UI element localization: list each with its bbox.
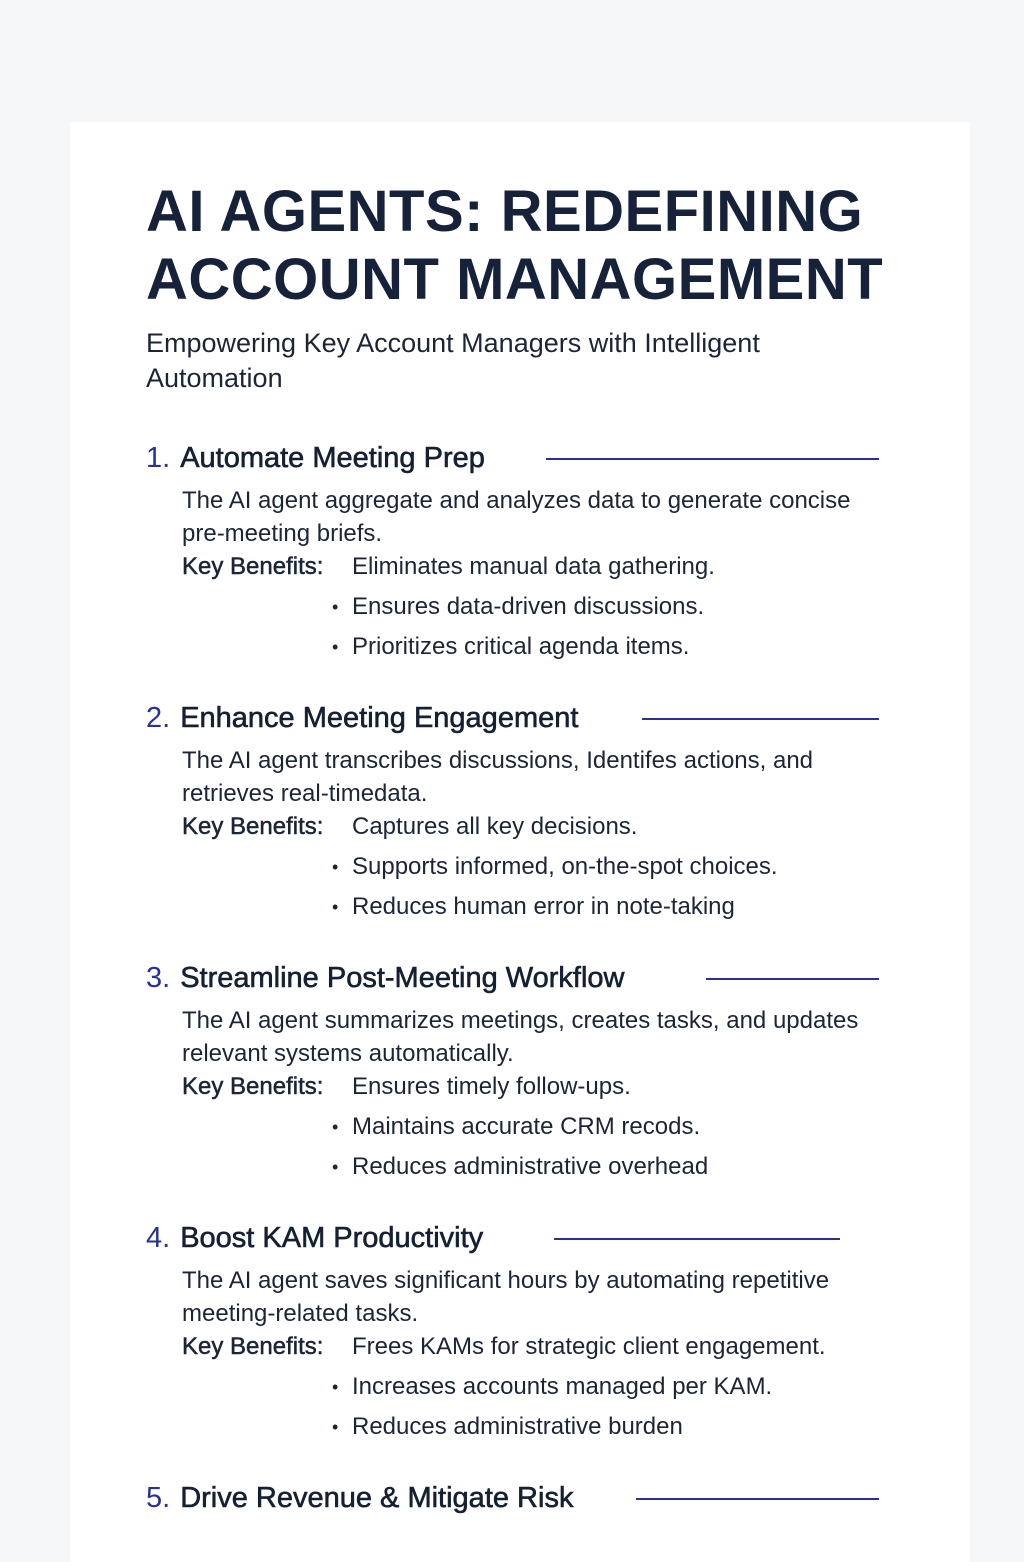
key-benefits-label: Key Benefits: xyxy=(182,1333,324,1360)
section-drive-revenue-mitigate-risk xyxy=(0,1480,1024,1536)
bullet-icon: • xyxy=(332,1117,339,1137)
section-heading xyxy=(146,440,485,476)
benefit-item xyxy=(182,1112,902,1152)
section-divider xyxy=(554,1238,840,1240)
benefit-item xyxy=(182,1372,902,1412)
key-benefits-label: Key Benefits: xyxy=(182,813,324,840)
benefit-item xyxy=(182,1332,902,1372)
key-benefits-list xyxy=(182,1072,902,1192)
benefit-item xyxy=(182,892,902,932)
section-streamline-post-meeting-workflow xyxy=(0,960,1024,1200)
benefit-item xyxy=(182,552,902,592)
section-boost-kam-productivity xyxy=(0,1220,1024,1460)
bullet-icon: • xyxy=(332,1417,339,1437)
benefit-item xyxy=(182,1412,902,1452)
section-description: The AI agent summarizes meetings, creates tasks, and updates relevant systems automatically. xyxy=(182,1007,859,1067)
section-number: 3. xyxy=(146,961,171,994)
bullet-icon: • xyxy=(332,1377,339,1397)
benefit-item xyxy=(182,632,902,672)
benefit-text: Supports informed, on-the-spot choices. xyxy=(352,853,778,880)
bullet-icon: • xyxy=(332,597,339,617)
section-description: The AI agent transcribes discussions, Identifes actions, and retrieves real-timedata. xyxy=(182,747,814,807)
page-title-line-1: AI AGENTS: REDEFINING xyxy=(146,179,864,244)
section-title: Enhance Meeting Engagement xyxy=(180,701,579,734)
section-divider xyxy=(546,458,879,460)
benefit-text: Reduces administrative overhead xyxy=(352,1153,709,1180)
section-divider xyxy=(706,978,879,980)
section-heading xyxy=(146,700,578,736)
section-number: 2. xyxy=(146,701,171,734)
benefit-text: Frees KAMs for strategic client engagement. xyxy=(352,1333,826,1360)
benefit-text: Increases accounts managed per KAM. xyxy=(352,1373,773,1400)
section-number: 1. xyxy=(146,441,171,474)
section-number: 5. xyxy=(146,1481,171,1514)
section-description: The AI agent saves significant hours by automating repetitive meeting-related tasks. xyxy=(182,1267,830,1327)
section-title: Drive Revenue & Mitigate Risk xyxy=(180,1481,574,1514)
section-automate-meeting-prep xyxy=(0,440,1024,680)
section-title: Streamline Post-Meeting Workflow xyxy=(180,961,625,994)
key-benefits-label: Key Benefits: xyxy=(182,553,324,580)
benefit-text: Maintains accurate CRM recods. xyxy=(352,1113,701,1140)
bullet-icon: • xyxy=(332,637,339,657)
section-title: Automate Meeting Prep xyxy=(180,441,485,474)
benefit-item xyxy=(182,1152,902,1192)
bullet-icon: • xyxy=(332,857,339,877)
bullet-icon: • xyxy=(332,897,339,917)
benefit-text: Reduces administrative burden xyxy=(352,1413,683,1440)
section-divider xyxy=(636,1498,879,1500)
benefit-text: Ensures data-driven discussions. xyxy=(352,593,705,620)
benefit-item xyxy=(182,852,902,892)
section-heading xyxy=(146,1480,573,1516)
benefit-item xyxy=(182,812,902,852)
benefit-text: Eliminates manual data gathering. xyxy=(352,553,715,580)
benefit-text: Ensures timely follow-ups. xyxy=(352,1073,631,1100)
key-benefits-list xyxy=(182,552,902,672)
page-title xyxy=(146,178,883,314)
section-heading xyxy=(146,1220,483,1256)
bullet-icon: • xyxy=(332,1157,339,1177)
benefit-text: Captures all key decisions. xyxy=(352,813,638,840)
key-benefits-list xyxy=(182,1332,902,1452)
key-benefits-list xyxy=(182,812,902,932)
section-enhance-meeting-engagement xyxy=(0,700,1024,940)
section-title: Boost KAM Productivity xyxy=(180,1221,484,1254)
benefit-text: Prioritizes critical agenda items. xyxy=(352,633,690,660)
page-subtitle: Empowering Key Account Managers with Intelligent Automation xyxy=(146,328,760,393)
section-number: 4. xyxy=(146,1221,171,1254)
section-divider xyxy=(642,718,879,720)
benefit-text: Reduces human error in note-taking xyxy=(352,893,735,920)
section-description: The AI agent aggregate and analyzes data to generate concise pre-meeting briefs. xyxy=(182,487,851,547)
section-heading xyxy=(146,960,624,996)
key-benefits-label: Key Benefits: xyxy=(182,1073,324,1100)
benefit-item xyxy=(182,592,902,632)
benefit-item xyxy=(182,1072,902,1112)
page-title-line-2: ACCOUNT MANAGEMENT xyxy=(146,247,884,312)
